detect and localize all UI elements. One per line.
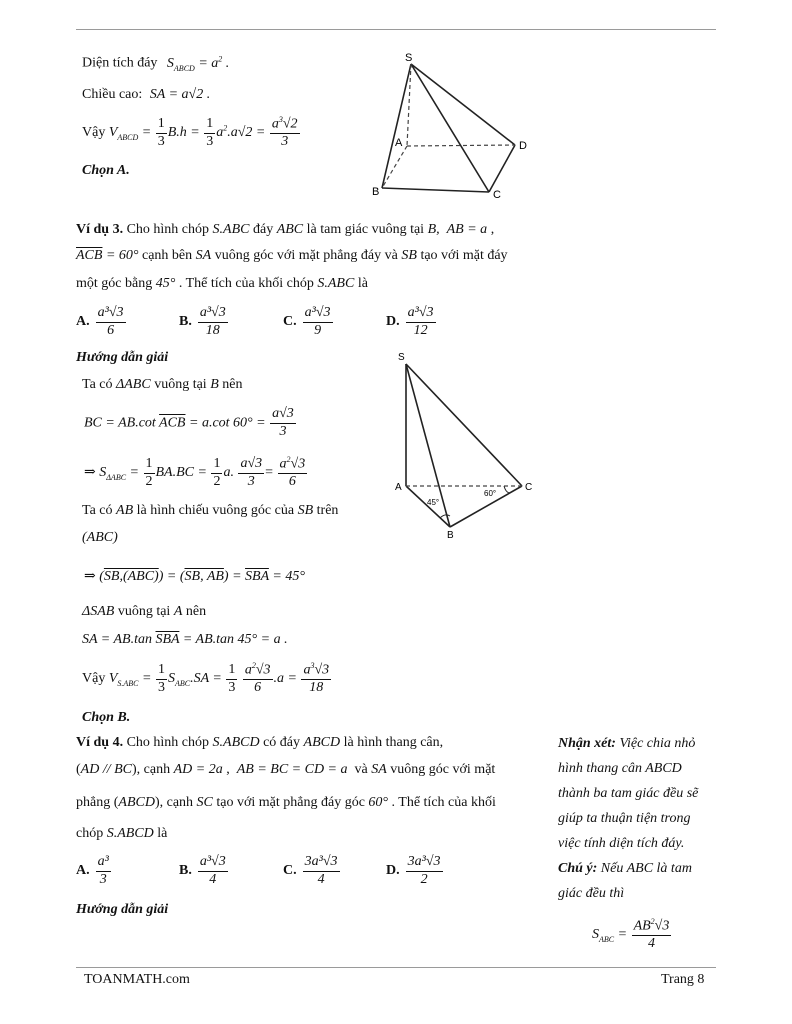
ex3-step8: SA = AB.tan $\overline{SBA} = AB.\tan$ 45° = a .	[82, 632, 288, 647]
area-line: Diện tích đáy $S_{ABCD} = a^2$ .	[82, 54, 230, 73]
label-60: 60°	[484, 489, 497, 498]
ex3-step1: Ta có ΔABC vuông tại B nên	[82, 377, 243, 392]
ex3-step6: ⇒ (SB,(ABC)) = (SB, $AB) = \overline{SBA} = 45^\circ$	[84, 569, 305, 584]
ex3-line1: Ví dụ 3. Cho hình chóp S.ABC đáy ABC là tam giác vuông tại B, AB = a ,	[76, 222, 495, 237]
label-c2: C	[525, 482, 533, 493]
label-45: 45°	[427, 498, 440, 507]
sidebar-note: Nhận xét: Việc chia nhỏ hình thang cân ABCD thành ba tam giác đều sẽ giúp ta thuận tiện trong việc tính diện tích đáy. Chú ý: Nếu ABC là tam giác đều thì	[558, 736, 699, 901]
ex3-line3: một góc bằng 45° . Thể tích của khối chóp S.ABC là	[76, 276, 368, 291]
ex4-option-b[interactable]: B. $\frac{\text{a³√3}}{4}$	[179, 854, 226, 887]
ex3-step7: ΔSAB vuông tại A nên	[82, 604, 207, 619]
ex4-option-c[interactable]: C. $\frac{\text{3a³√3}}{4}$	[283, 854, 338, 887]
label-b: B	[372, 186, 380, 198]
header-rule	[76, 29, 716, 30]
label-s: S	[405, 52, 413, 64]
ex3-option-c[interactable]: C. $\frac{\text{a³√3}}{9}$	[283, 305, 331, 338]
ex4-line1: Ví dụ 4. Cho hình chóp S.ABCD có đáy ABCD là hình thang cân,	[76, 735, 444, 750]
label-a2: A	[395, 482, 402, 493]
label-c: C	[493, 189, 501, 200]
ex3-step2: BC = AB.cot $\overline{ACB} = a.\cot$ 60° = $\frac{a√3}{3}$	[84, 406, 294, 439]
ex4-option-a[interactable]: A. $\frac{\text{a³}}{3}$	[76, 854, 109, 887]
sidebar-formula: $S_{ABC}$ = $\frac{AB^2√3}{4}$	[592, 917, 670, 952]
ex4-line3: phẳng (ABCD), cạnh SC tạo với mặt phẳng đáy góc 60° . Thể tích của khối	[76, 795, 496, 810]
ex4-line4: chóp S.ABCD là	[76, 826, 168, 841]
pyramid-figure-1	[365, 48, 550, 200]
label-b2: B	[447, 530, 454, 541]
pyramid-figure-2	[392, 350, 537, 542]
ex3-step3: ⇒ $S_{\Delta ABC}$ = $\frac{1}{2}$ BA.BC = $\frac{1}{2}$ a. $\frac{a√3}{3}$ = $\frac{a^2√3}{6}$	[84, 455, 306, 490]
volume-line: Vậy $V_{ABCD}$ = $\frac{1}{3}$ B.h = $\frac{1}{3}$ $a^2.a√2$ = $\frac{a^3√2}{3}$	[82, 115, 298, 150]
ex4-guide: Hướng dẫn giải	[76, 902, 169, 917]
label-d: D	[519, 140, 527, 152]
label-a: A	[395, 137, 403, 149]
choose-a: Chọn A.	[82, 163, 130, 178]
footer-site[interactable]: TOANMATH.com	[84, 972, 190, 987]
height-line: Chiều cao: SA = a√2 .	[82, 87, 211, 102]
footer-rule	[76, 967, 716, 968]
ex4-line2: (AD // BC), cạnh AD = 2a , AB = BC = CD = a và SA vuông góc với mặt	[76, 762, 496, 777]
ex3-line2: $\overline{ACB} = 60^\circ$ cạnh bên SA vuông góc với mặt phẳng đáy và SB tạo với mặt đáy	[76, 248, 508, 263]
ex3-option-a[interactable]: A. $\frac{\text{a³√3}}{6}$	[76, 305, 124, 338]
ex3-option-b[interactable]: B. $\frac{\text{a³√3}}{18}$	[179, 305, 226, 338]
ex3-step4: Ta có AB là hình chiếu vuông góc của SB trên	[82, 503, 339, 518]
footer-page: Trang 8	[661, 972, 705, 987]
choose-b: Chọn B.	[82, 710, 131, 725]
ex4-option-d[interactable]: D. $\frac{\text{3a³√3}}{2}$	[386, 854, 441, 887]
ex3-step5: (ABC)	[82, 530, 118, 545]
ex3-option-d[interactable]: D. $\frac{\text{a³√3}}{12}$	[386, 305, 434, 338]
ex3-guide: Hướng dẫn giải	[76, 350, 169, 365]
label-s2: S	[398, 352, 405, 363]
ex3-step9: Vậy $V_{S.ABC}$ = $\frac{1}{3}$ $S_{ABC}.SA$ = $\frac{1}{3}$ $\frac{a^2√3}{6}$ .a = $\frac{a^3√3}{18}$	[82, 661, 330, 696]
